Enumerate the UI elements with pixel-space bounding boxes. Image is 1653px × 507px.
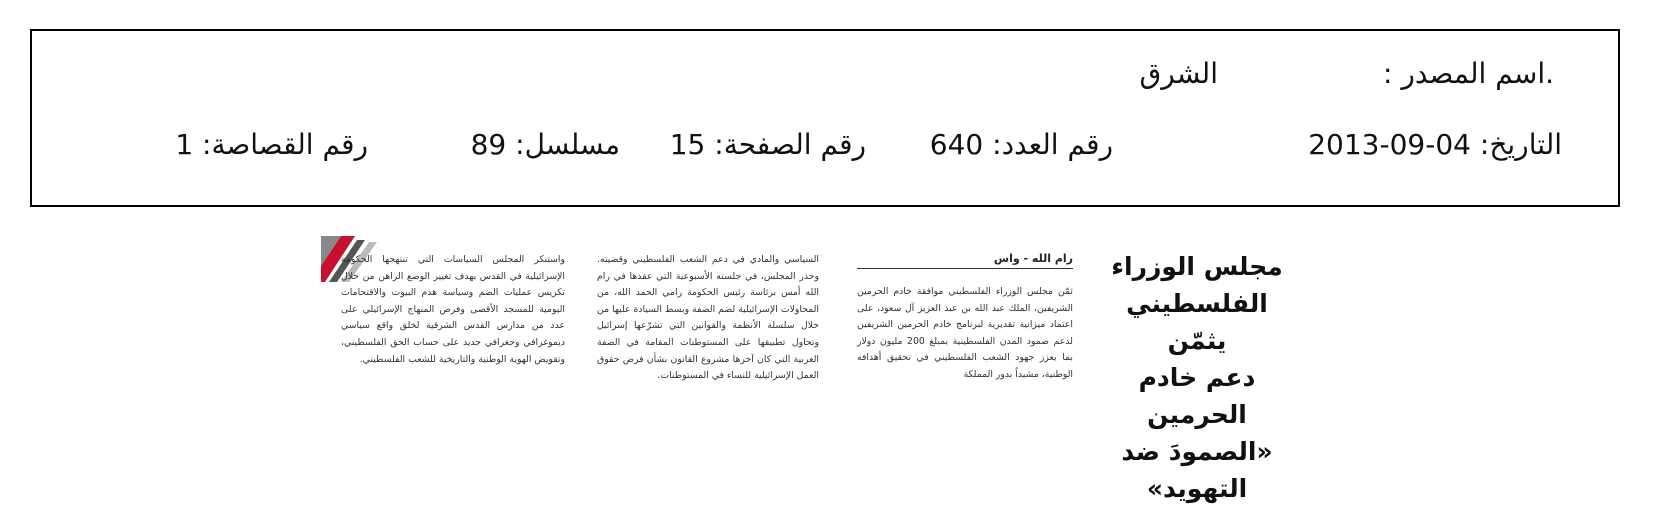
page-number: رقم الصفحة: 15 [669, 128, 866, 161]
source-name: الشرق [1139, 57, 1218, 90]
source-row [32, 54, 1618, 94]
headline-line: الفلسطيني يثمّن [1126, 289, 1268, 355]
date-field: التاريخ: 04-09-2013 [1308, 128, 1562, 161]
headline-line: دعم خادم الحرمين [1138, 363, 1256, 429]
details-row [32, 125, 1618, 165]
clip-number: رقم القصاصة: 1 [175, 128, 368, 161]
article-column-2: السياسي والمادي في دعم الشعب الفلسطيني وقضيته. وحذر المجلس، في جلسته الأسبوعية التي عقدها في رام الله أمس برئاسة رئيس الحكومة رامي الحمد الله، من المحاولات الإسرائيلية لضم الضفة وبسط السيادة عليها من خلال سلسلة الأنظمة والقوانين التي تشرّعها إسرائيل وتحاول تطبيقها على المستوطنات المقامة في الضفة الغربية التي كان آخرها مشروع القانون بشأن فرض حقوق العمل الإسرائيلية للنساء في المستوطنات. [597, 254, 819, 382]
article-headline [1097, 248, 1297, 507]
newspaper-clipping [321, 236, 1305, 503]
headline-line: مجلس الوزراء [1111, 252, 1283, 281]
article-byline: رام الله - واس [993, 252, 1073, 265]
headline-line: «الصمودَ ضد التهويد» [1121, 437, 1273, 503]
source-label: .اسم المصدر : [1382, 57, 1554, 90]
serial-number: مسلسل: 89 [470, 128, 620, 161]
byline-divider [857, 268, 1073, 269]
article-column-1: ثمّن مجلس الوزراء الفلسطيني موافقة خادم الحرمين الشريفين، الملك عبد الله بن عبد العزيز آل سعود، على اعتماد ميزانية تقديرية لبرنامج خادم الحرمين الشريفين لدعم صمود المدن الفلسطينية بمبلغ 200 مليون دولار بما يعزز جهود الشعب الفلسطيني في تحقيق أهدافه الوطنية، مشيداً بدور المملكة [857, 286, 1074, 380]
issue-number: رقم العدد: 640 [929, 128, 1113, 161]
article-column-3: واستنكر المجلس السياسات التي تنتهجها الحكومة الإسرائيلية في القدس بهدف تغيير الوضع الراهن من خلال تكريس عمليات الضم وسياسة هدم البيوت والاقتحامات اليومية للمسجد الأقصى وفرض المنهاج الإسرائيلي على عدد من مدارس القدس الشرقية لخلق واقع سياسي ديموغرافي وجغرافي جديد على حساب الحق الفلسطيني، وتقويض الهوية الوطنية والتاريخية للشعب الفلسطيني. [341, 254, 565, 365]
metadata-box [30, 29, 1620, 207]
